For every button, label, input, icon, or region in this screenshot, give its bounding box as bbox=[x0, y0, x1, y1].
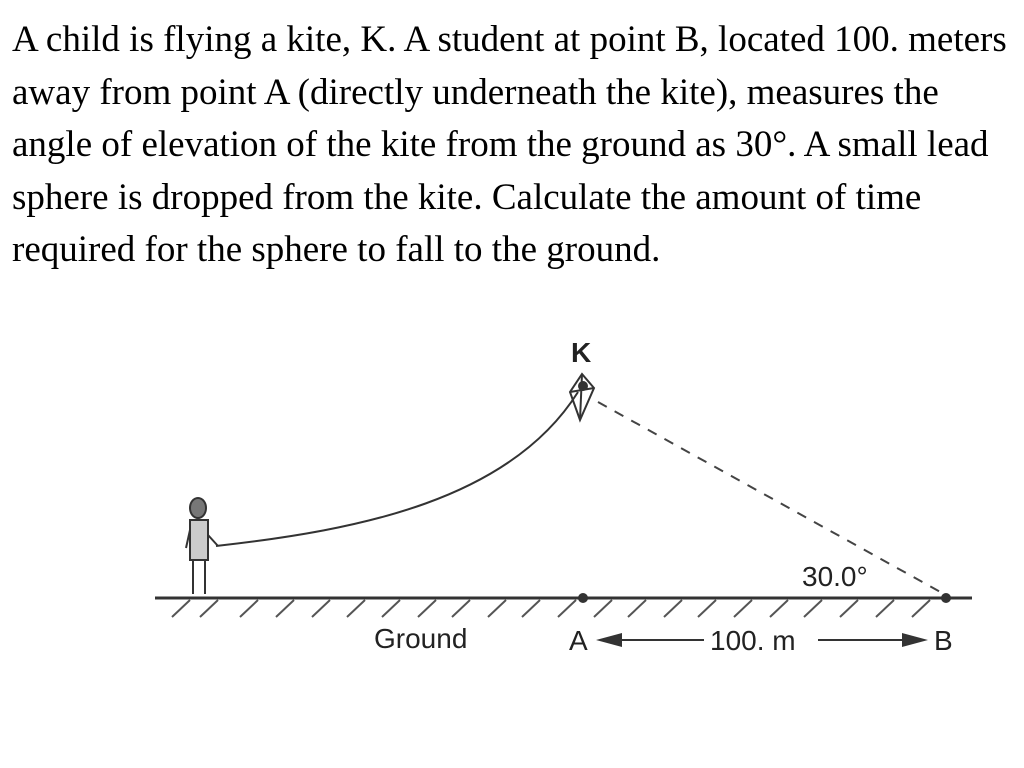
ground-hatching bbox=[172, 600, 930, 617]
arrowhead-right bbox=[902, 633, 928, 647]
kite-label: K bbox=[571, 337, 592, 368]
problem-statement: A child is flying a kite, K. A student at point B, located 100. meters away from point A (directly underneath the kite), measures the angle of elevation of the kite from the ground as 30°. A small lead sphere is dropped from the kite. Calculate the amount of time required for the sphere to fall to the ground. bbox=[12, 19, 1007, 270]
point-a-dot bbox=[578, 593, 588, 603]
distance-label: 100. m bbox=[710, 625, 796, 656]
point-a-label: A bbox=[569, 625, 588, 656]
point-b-label: B bbox=[934, 625, 953, 656]
child-figure bbox=[186, 498, 218, 594]
arrowhead-left bbox=[596, 633, 622, 647]
angle-label: 30.0° bbox=[802, 561, 868, 592]
kite-string bbox=[216, 392, 578, 546]
ground-label: Ground bbox=[374, 623, 468, 654]
point-b-dot bbox=[941, 593, 951, 603]
line-of-sight bbox=[598, 402, 944, 594]
